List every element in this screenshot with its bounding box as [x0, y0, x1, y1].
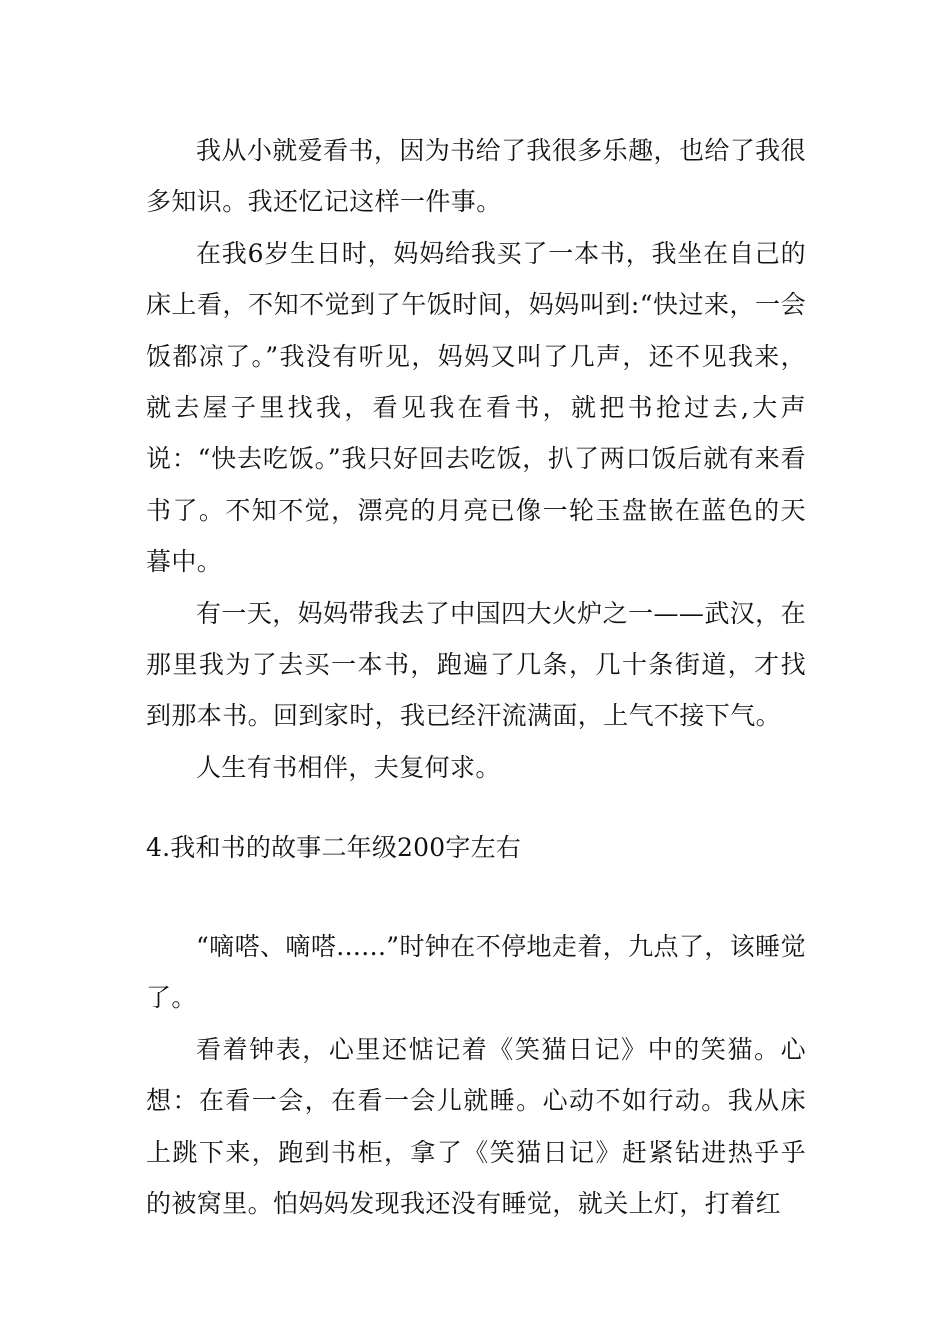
essay-heading: 4.我和书的故事二年级200字左右 [146, 833, 521, 862]
paragraph: 有一天，妈妈带我去了中国四大火炉之一——武汉，在那里我为了去买一本书，跑遍了几条，几十条街道，才找到那本书。回到家时，我已经汗流满面，上气不接下气。 [146, 598, 806, 731]
essay-section-2 [146, 921, 806, 1229]
paragraph: 我从小就爱看书，因为书给了我很多乐趣，也给了我很多知识。我还忆记这样一件事。 [146, 136, 806, 217]
paragraph: “嘀嗒、嘀嗒......”时钟在不停地走着，九点了，该睡觉了。 [146, 932, 806, 1013]
essay-section-1 [146, 125, 806, 793]
paragraph: 看着钟表，心里还惦记着《笑猫日记》中的笑猫。心想：在看一会，在看一会儿就睡。心动不如行动。我从床上跳下来，跑到书柜，拿了《笑猫日记》赶紧钻进热乎乎的被窝里。怕妈妈发现我还没有睡觉，就关上灯，打着红 [146, 1034, 806, 1219]
paragraph: 人生有书相伴，夫复何求。 [196, 752, 501, 782]
paragraph: 在我6岁生日时，妈妈给我买了一本书，我坐在自己的床上看，不知不觉到了午饭时间，妈妈叫到:“快过来，一会饭都凉了。”我没有听见，妈妈又叫了几声，还不见我来，就去屋子里找我，看见我在看书，就把书抢过去,大声说：“快去吃饭。”我只好回去吃饭，扒了两口饭后就有来看书了。不知不觉，漂亮的月亮已像一轮玉盘嵌在蓝色的天暮中。 [146, 238, 806, 577]
